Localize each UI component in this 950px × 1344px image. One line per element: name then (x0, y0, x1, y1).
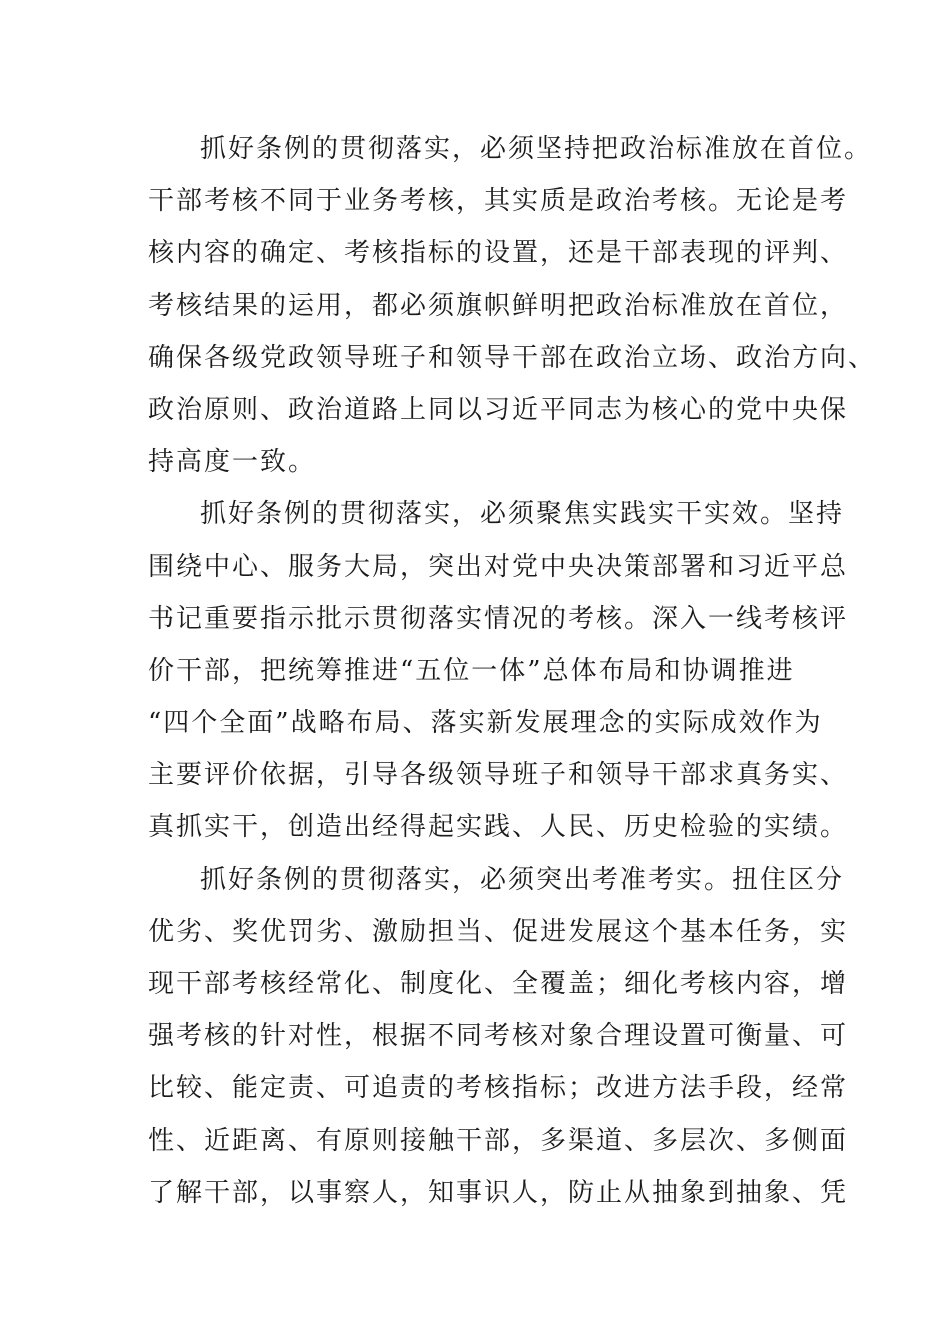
text-line: 主要评价依据，引导各级领导班子和领导干部求真务实、 (148, 760, 849, 791)
text-line: 核内容的确定、考核指标的设置，还是干部表现的评判、 (148, 238, 849, 269)
text-line: 干部考核不同于业务考核，其实质是政治考核。无论是考 (148, 186, 849, 217)
text-line: “四个全面”战略布局、落实新发展理念的实际成效作为 (148, 708, 823, 739)
text-line: 现干部考核经常化、制度化、全覆盖；细化考核内容，增 (148, 969, 849, 999)
text-line: 性、近距离、有原则接触干部，多渠道、多层次、多侧面 (148, 1125, 849, 1156)
paragraph (148, 854, 849, 1219)
text-line: 确保各级党政领导班子和领导干部在政治立场、政治方向、 (148, 342, 877, 373)
text-line: 优劣、奖优罚劣、激励担当、促进发展这个基本任务，实 (148, 916, 849, 947)
text-line: 真抓实干，创造出经得起实践、人民、历史检验的实绩。 (148, 812, 849, 843)
text-line: 强考核的针对性，根据不同考核对象合理设置可衡量、可 (148, 1021, 849, 1052)
text-line: 了解干部，以事察人，知事识人，防止从抽象到抽象、凭 (148, 1177, 849, 1208)
text-line: 抓好条例的贯彻落实，必须突出考准考实。扭住区分 (200, 864, 845, 895)
text-line: 书记重要指示批示贯彻落实情况的考核。深入一线考核评 (148, 603, 849, 634)
text-line: 围绕中心、服务大局，突出对党中央决策部署和习近平总 (148, 551, 849, 582)
text-line: 抓好条例的贯彻落实，必须坚持把政治标准放在首位。 (200, 134, 873, 164)
text-line: 政治原则、政治道路上同以习近平同志为核心的党中央保 (148, 394, 849, 425)
paragraph (148, 488, 849, 853)
text-line: 持高度一致。 (148, 447, 317, 478)
text-line: 考核结果的运用，都必须旗帜鲜明把政治标准放在首位， (148, 290, 849, 321)
text-line: 比较、能定责、可追责的考核指标；改进方法手段，经常 (148, 1073, 849, 1104)
text-line: 价干部，把统筹推进“五位一体”总体布局和协调推进 (148, 655, 795, 686)
text-line: 抓好条例的贯彻落实，必须聚焦实践实干实效。坚持 (200, 499, 845, 530)
document-body (148, 123, 877, 1219)
paragraph (148, 123, 877, 488)
